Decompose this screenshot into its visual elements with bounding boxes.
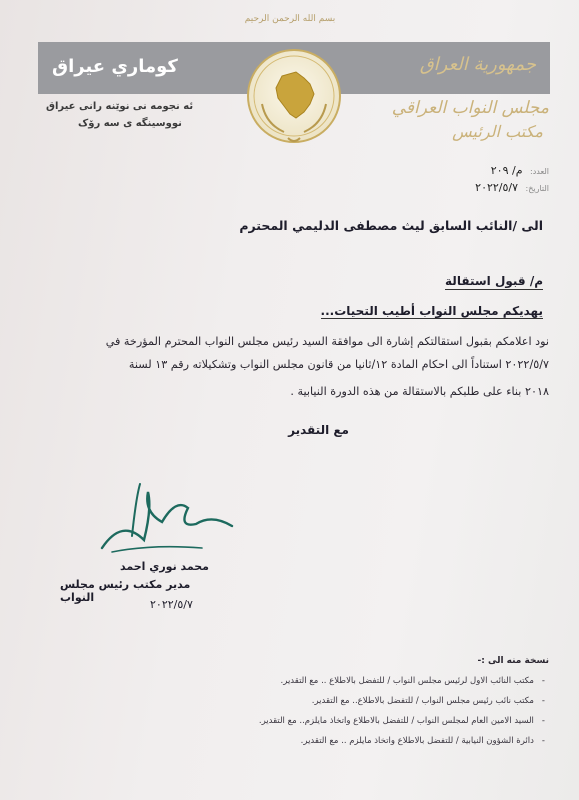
arabic-title: جمهورية العراق bbox=[419, 54, 536, 75]
copy-item: -السيد الامين العام لمجلس النواب / للتفضل بالاطلاع واتخاذ مايلزم.. مع التقدير. bbox=[258, 716, 545, 726]
arabic-subtitle-1: مجلس النواب العراقي bbox=[391, 98, 549, 118]
copies-heading: نسخة منه الى :- bbox=[477, 656, 549, 666]
kurdish-subtitle-1: ئه نجومه نی نوێنه رانی عیراق bbox=[46, 101, 194, 112]
iraq-parliament-emblem-icon bbox=[244, 44, 344, 156]
greeting-line: يهديكم مجلس النواب أطيب التحيات... bbox=[320, 304, 543, 318]
copy-item-text: دائرة الشؤون النيابية / للتفضل بالاطلاع واتخاذ مايلزم .. مع التقدير. bbox=[300, 736, 534, 746]
signatory-name: محمد نوري احمد bbox=[120, 560, 209, 573]
copy-item: -دائرة الشؤون النيابية / للتفضل بالاطلاع واتخاذ مايلزم .. مع التقدير. bbox=[300, 736, 545, 746]
copy-item-text: مكتب نائب رئيس مجلس النواب / للتفضل بالاطلاع.. مع التقدير. bbox=[311, 696, 534, 706]
body-line-2: ٢٠٢٢/٥/٧ استناداً الى احكام المادة ١٢/ثانيا من قانون مجلس النواب وتشكيلاته رقم ١٣ لسنة bbox=[128, 358, 549, 371]
handwritten-signature bbox=[92, 478, 242, 558]
kurdish-subtitle-2: نووسینگه ی سه رۆک bbox=[78, 118, 182, 129]
reference-date bbox=[475, 181, 549, 194]
copy-item: -مكتب نائب رئيس مجلس النواب / للتفضل بالاطلاع.. مع التقدير. bbox=[311, 696, 545, 706]
reference-number-label: العدد: bbox=[530, 167, 549, 176]
reference-date-value: ٢٠٢٢/٥/٧ bbox=[475, 181, 519, 194]
kurdish-title: كوماري عيراق bbox=[52, 56, 178, 77]
addressee-line: الى /النائب السابق ليث مصطفى الدليمي المحترم bbox=[239, 218, 543, 233]
subject-line: م/ قبول استقالة bbox=[445, 274, 543, 288]
copy-item-text: مكتب النائب الاول لرئيس مجلس النواب / للتفضل بالاطلاع .. مع التقدير. bbox=[280, 676, 534, 686]
body-line-3: ٢٠١٨ بناء على طلبكم بالاستقالة من هذه الدورة النيابية . bbox=[290, 385, 549, 398]
body-line-1: نود اعلامكم بقبول استقالتكم إشارة الى موافقة السيد رئيس مجلس النواب المحترم المؤرخة في bbox=[105, 335, 549, 348]
copy-item: -مكتب النائب الاول لرئيس مجلس النواب / للتفضل بالاطلاع .. مع التقدير. bbox=[280, 676, 545, 686]
reference-date-label: التاريخ: bbox=[525, 184, 549, 193]
copy-item-text: السيد الامين العام لمجلس النواب / للتفضل بالاطلاع واتخاذ مايلزم.. مع التقدير. bbox=[258, 716, 534, 726]
arabic-subtitle-2: مكتب الرئيس bbox=[452, 122, 543, 141]
signatory-title: مدير مكتب رئيس مجلس النواب bbox=[60, 578, 191, 604]
closing-line: مع التقدير bbox=[288, 423, 349, 437]
signature-date: ٢٠٢٢/٥/٧ bbox=[150, 598, 193, 611]
reference-number bbox=[491, 164, 549, 177]
basmala-inscription: بسم الله الرحمن الرحيم bbox=[244, 14, 336, 24]
reference-number-value: م/ ٢٠٩ bbox=[490, 164, 523, 177]
